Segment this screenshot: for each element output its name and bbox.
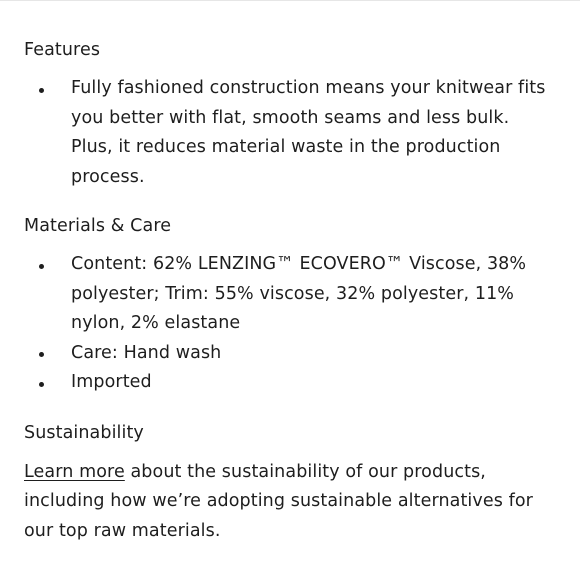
materials-content-text: Content: 62% LENZING™ ECOVERO™ Viscose, 38% polyester; Trim: 55% viscose, 32% polyester, 11% nylon, 2% elastane: [71, 254, 527, 333]
sustainability-text: about the sustainability of our products, including how we’re adopting sustainable alternatives for our top raw materials.: [24, 461, 533, 541]
features-list: [24, 74, 554, 192]
bullet-icon: [39, 264, 44, 269]
sustainability-paragraph: [24, 458, 554, 547]
features-item-text: Fully fashioned construction means your knitwear fits you better with flat, smooth seams and less bulk. Plus, it reduces material waste in the production process.: [71, 78, 546, 187]
features-heading: Features: [24, 40, 101, 60]
bullet-icon: [39, 352, 44, 357]
materials-list-item: [24, 339, 554, 369]
bullet-icon: [39, 382, 44, 387]
bullet-icon: [39, 88, 44, 93]
features-list-item: [24, 74, 554, 192]
materials-list-item: [24, 250, 554, 339]
materials-care-heading: Materials & Care: [24, 216, 172, 236]
product-details-panel: [24, 36, 554, 546]
materials-care-text: Care: Hand wash: [71, 342, 222, 363]
materials-list-item: [24, 368, 554, 398]
top-divider: [0, 0, 580, 1]
sustainability-heading: Sustainability: [24, 422, 144, 443]
materials-care-list: [24, 250, 554, 398]
materials-origin-text: Imported: [71, 372, 152, 392]
learn-more-link[interactable]: Learn more: [24, 461, 125, 482]
